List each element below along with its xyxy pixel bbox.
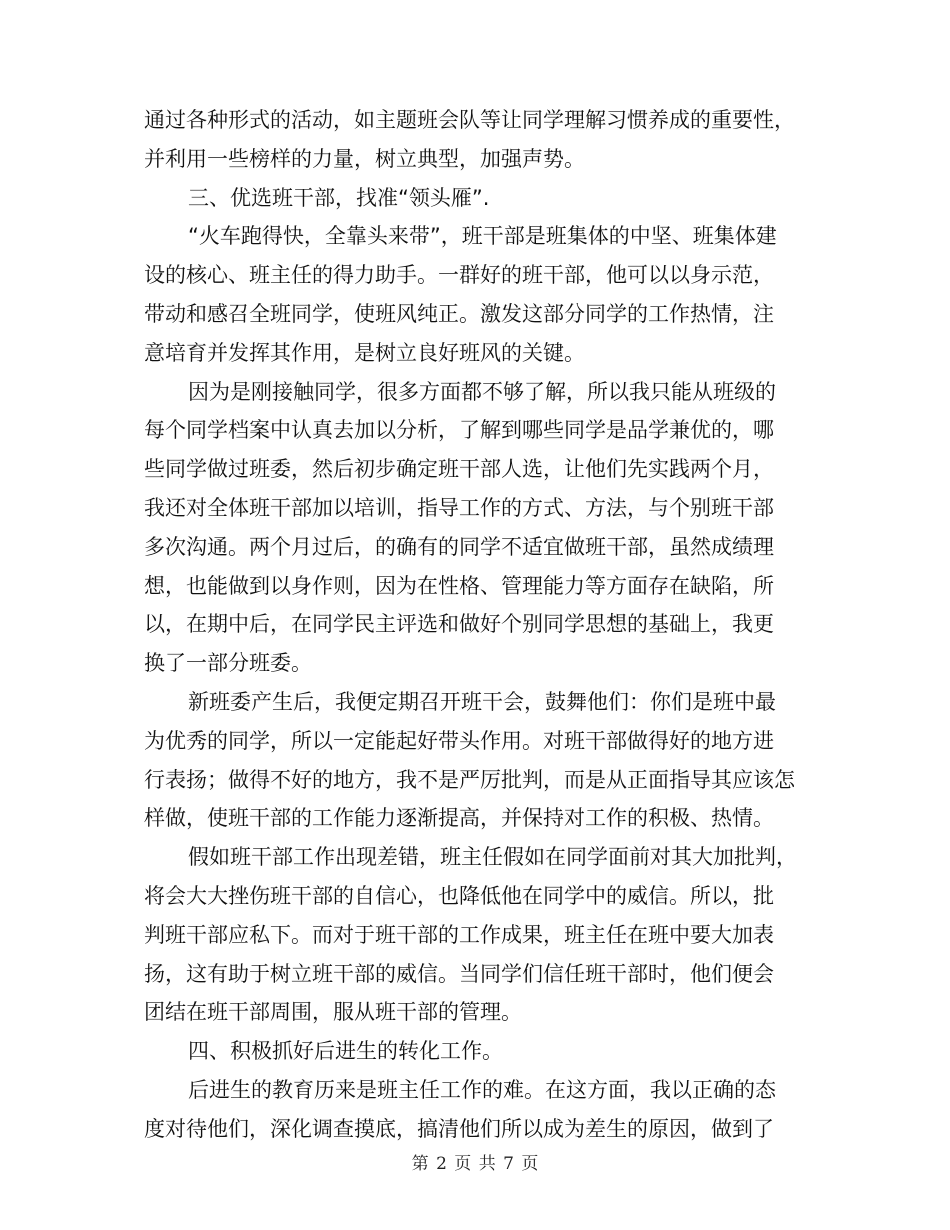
page-number-footer: 第 2 页 共 7 页 [411,1154,539,1174]
section-heading: 四、积极抓好后进生的转化工作。 [188,1039,503,1064]
text-line: 团结在班干部周围，服从班干部的管理。 [144,1000,522,1025]
text-line: 我还对全体班干部加以培训，指导工作的方式、方法，与个别班干部 [144,496,774,520]
text-line: 假如班干部工作出现差错，班主任假如在同学面前对其大加批判， [188,845,797,870]
text-line: 新班委产生后，我便定期召开班干会，鼓舞他们：你们是班中最 [188,690,776,714]
text-line: 行表扬；做得不好的地方，我不是严厉批判，而是从正面指导其应该怎 [144,767,795,792]
text-line: 设的核心、班主任的得力助手。一群好的班干部，他可以以身示范， [144,263,774,288]
text-line: 些同学做过班委，然后初步确定班干部人选，让他们先实践两个月， [144,457,774,482]
text-line: 每个同学档案中认真去加以分析，了解到哪些同学是品学兼优的，哪 [144,418,774,443]
text-line: 换了一部分班委。 [144,651,312,676]
text-line: 并利用一些榜样的力量，树立典型，加强声势。 [144,146,585,171]
text-line: 想，也能做到以身作则，因为在性格、管理能力等方面存在缺陷，所 [144,573,774,598]
text-line: 为优秀的同学，所以一定能起好带头作用。对班干部做得好的地方进 [144,728,774,753]
section-heading: 三、优选班干部，找准“领头雁”. [188,185,490,210]
text-line: 多次沟通。两个月过后，的确有的同学不适宜做班干部，虽然成绩理 [144,534,774,559]
text-line: 通过各种形式的活动，如主题班会队等让同学理解习惯养成的重要性， [144,108,795,132]
text-line: 判班干部应私下。而对于班干部的工作成果，班主任在班中要大加表 [144,922,774,947]
text-line: 因为是刚接触同学，很多方面都不够了解，所以我只能从班级的 [188,379,776,404]
text-line: 扬，这有助于树立班干部的威信。当同学们信任班干部时，他们便会 [144,961,774,986]
text-line: 将会大大挫伤班干部的自信心，也降低他在同学中的威信。所以，批 [144,884,774,908]
text-line: 带动和感召全班同学，使班风纯正。激发这部分同学的工作热情，注 [144,302,774,326]
text-line: 度对待他们，深化调查摸底，搞清他们所以成为差生的原因，做到了 [144,1116,774,1141]
text-line: “火车跑得快，全靠头来带”，班干部是班集体的中坚、班集体建 [188,224,777,249]
text-line: 后进生的教育历来是班主任工作的难。在这方面，我以正确的态 [188,1078,776,1102]
text-line: 样做，使班干部的工作能力逐渐提高，并保持对工作的积极、热情。 [144,806,774,831]
text-line: 以，在期中后，在同学民主评选和做好个别同学思想的基础上，我更 [144,612,774,637]
text-line: 意培育并发挥其作用，是树立良好班风的关键。 [144,340,585,365]
